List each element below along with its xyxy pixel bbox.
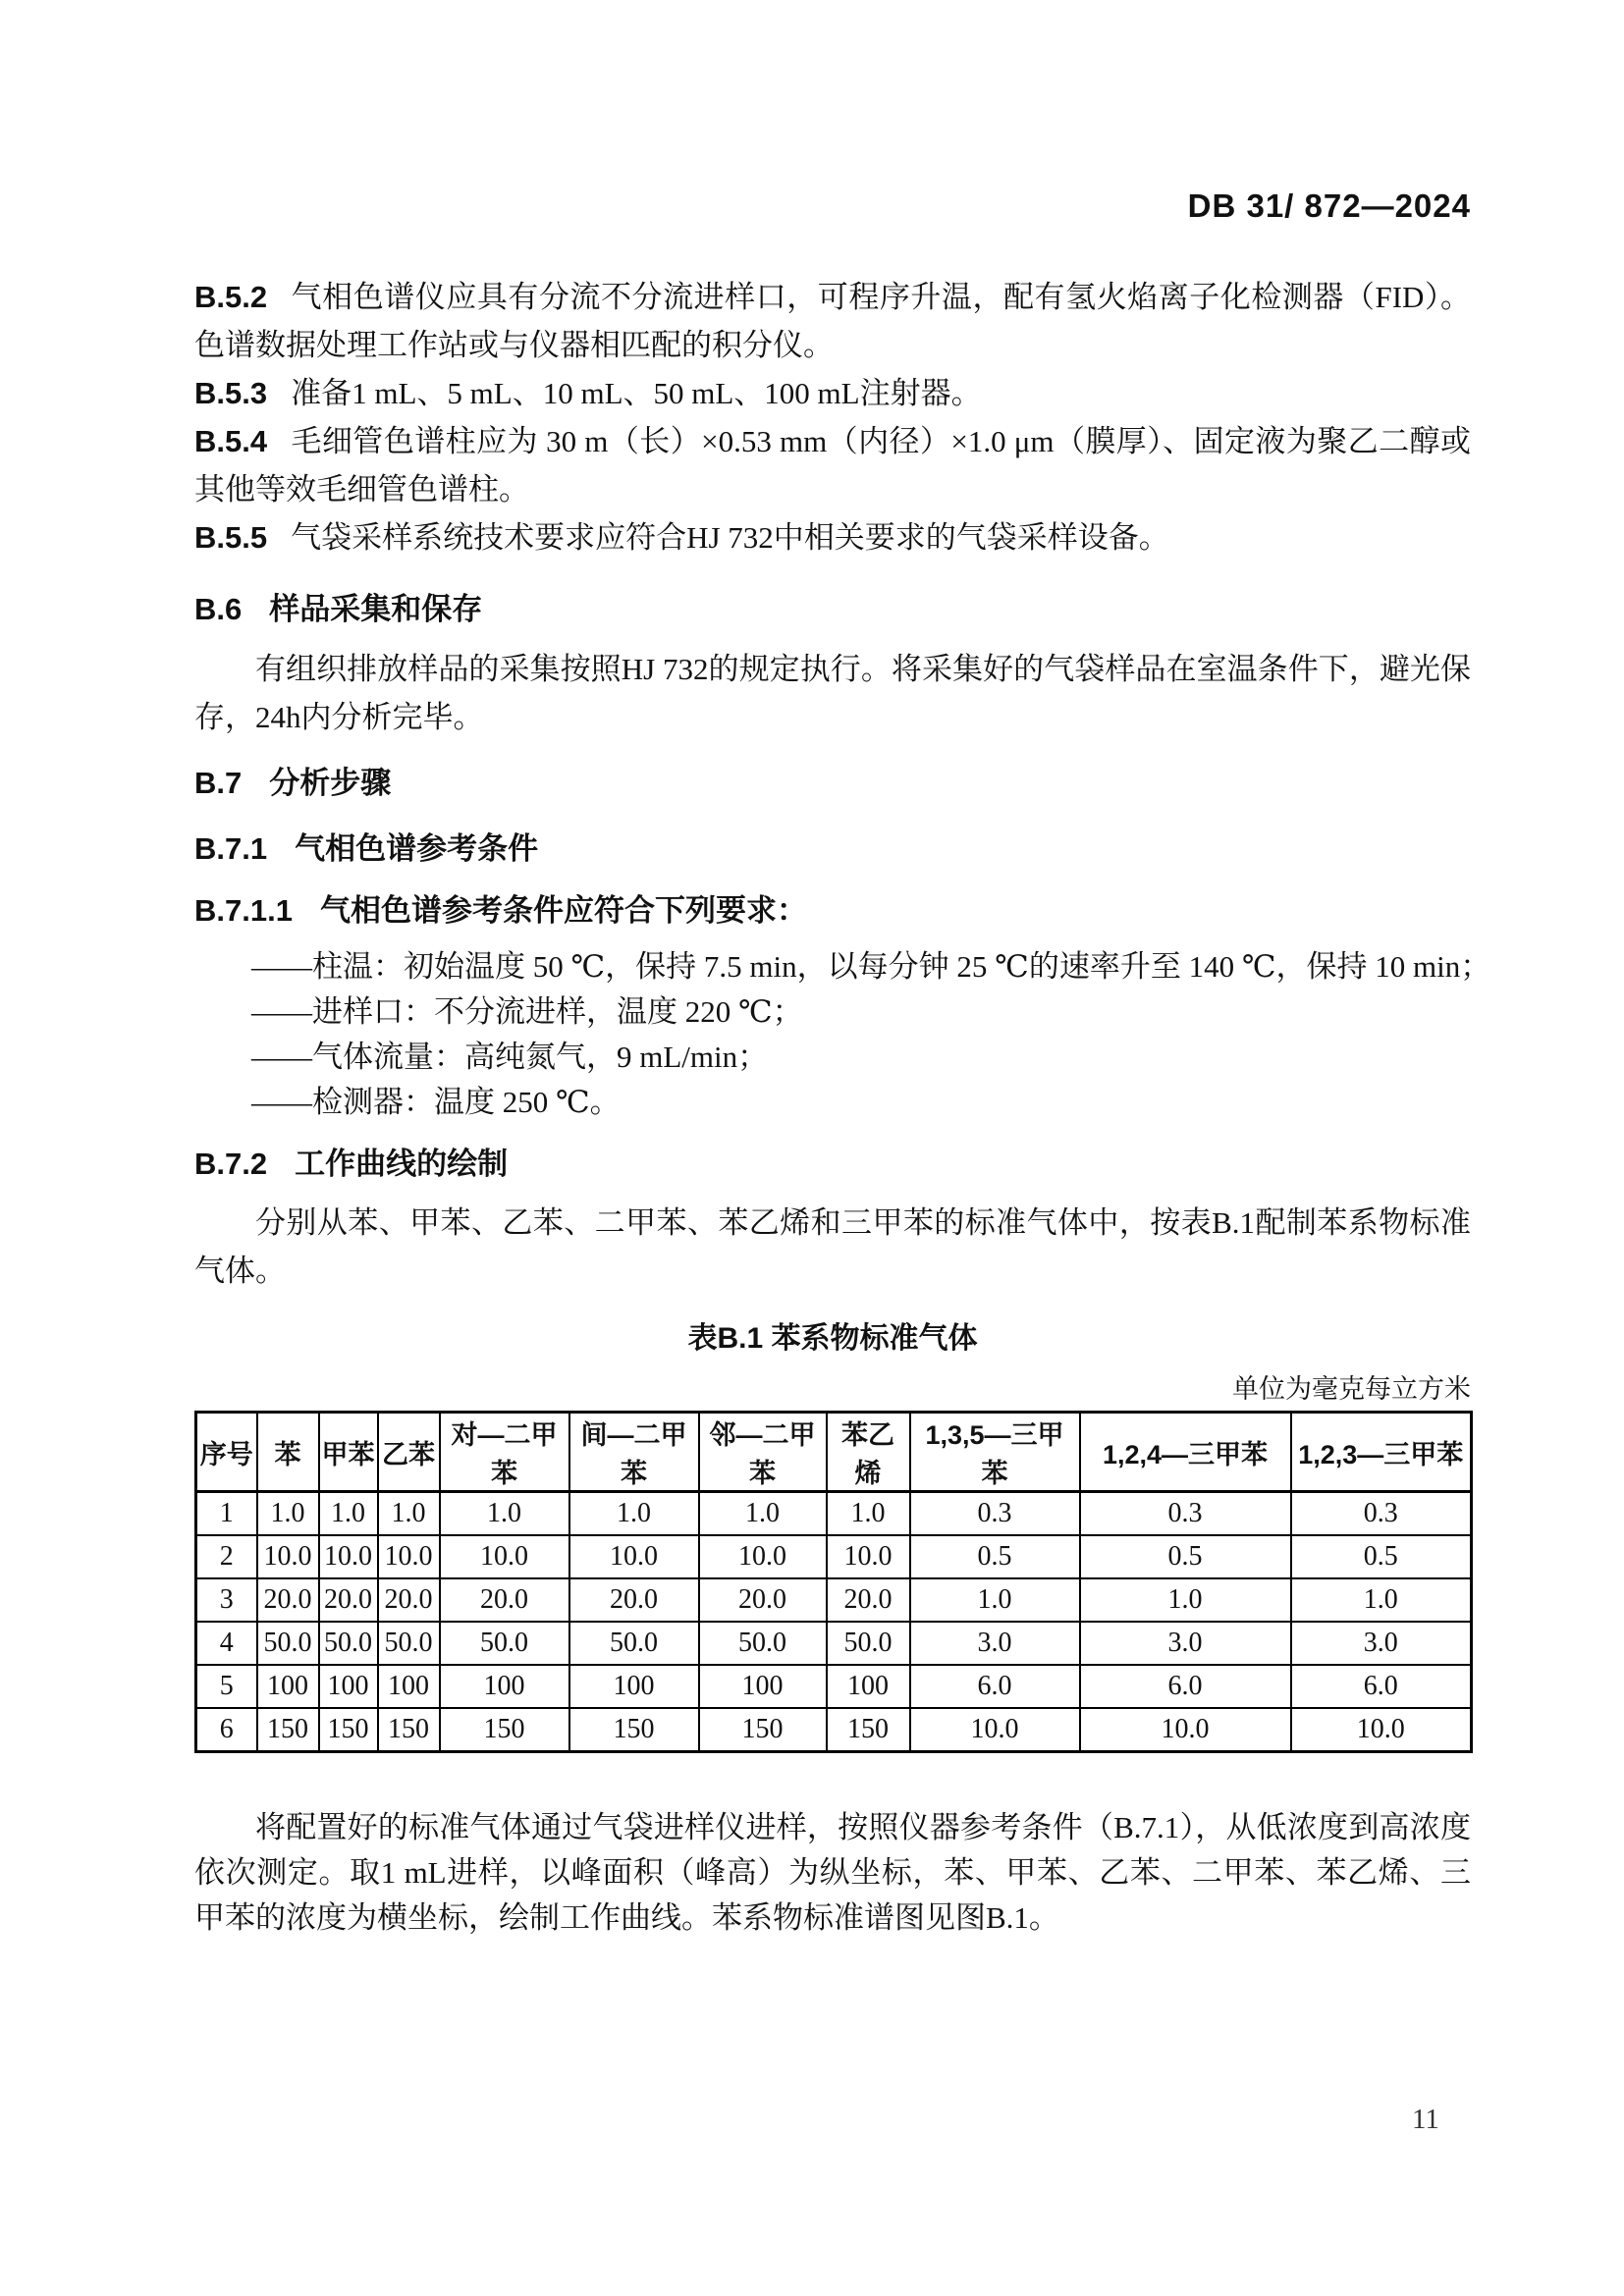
cell: 4 xyxy=(196,1622,257,1665)
gc-condition-gas-flow: ——气体流量：高纯氮气，9 mL/min； xyxy=(251,1040,769,1074)
clause-text: 准备1 mL、5 mL、10 mL、50 mL、100 mL注射器。 xyxy=(291,376,982,410)
cell: 6 xyxy=(196,1708,257,1752)
table-row xyxy=(196,1708,1472,1752)
cell: 1.0 xyxy=(1291,1578,1472,1622)
cell: 1.0 xyxy=(319,1492,378,1536)
col-header: 对—二甲苯 xyxy=(440,1413,569,1492)
cell: 10.0 xyxy=(319,1535,378,1578)
page-number: 11 xyxy=(1412,2104,1439,2135)
clause-b5-2 xyxy=(194,273,1471,369)
col-header: 邻—二甲苯 xyxy=(699,1413,827,1492)
cell: 1.0 xyxy=(378,1492,440,1536)
col-header: 序号 xyxy=(196,1413,257,1492)
cell: 10.0 xyxy=(569,1535,699,1578)
table-row xyxy=(196,1492,1472,1536)
table-header-row xyxy=(196,1413,1472,1492)
cell: 100 xyxy=(378,1665,440,1708)
cell: 0.5 xyxy=(910,1535,1080,1578)
heading-title: 分析步骤 xyxy=(269,766,392,800)
cell: 0.3 xyxy=(1080,1492,1291,1536)
clause-b5-3 xyxy=(194,369,1471,417)
cell: 150 xyxy=(440,1708,569,1752)
cell: 150 xyxy=(257,1708,319,1752)
cell: 1.0 xyxy=(257,1492,319,1536)
cell: 1 xyxy=(196,1492,257,1536)
cell: 150 xyxy=(319,1708,378,1752)
cell: 50.0 xyxy=(319,1622,378,1665)
cell: 1.0 xyxy=(827,1492,910,1536)
gc-condition-column-temp: ——柱温：初始温度 50 ℃，保持 7.5 min，以每分钟 25 ℃的速率升至 140 ℃，保持 10 min； xyxy=(251,949,1491,984)
cell: 6.0 xyxy=(1080,1665,1291,1708)
heading-title: 气相色谱参考条件应符合下列要求： xyxy=(319,893,807,928)
col-header: 苯 xyxy=(257,1413,319,1492)
clause-number: B.5.4 xyxy=(194,424,268,458)
cell: 100 xyxy=(699,1665,827,1708)
cell: 10.0 xyxy=(440,1535,569,1578)
cell: 50.0 xyxy=(257,1622,319,1665)
cell: 10.0 xyxy=(378,1535,440,1578)
paragraph-b6: 有组织排放样品的采集按照HJ 732的规定执行。将采集好的气袋样品在室温条件下，避光保存，24h内分析完毕。 xyxy=(194,652,1471,734)
cell: 20.0 xyxy=(569,1578,699,1622)
cell: 100 xyxy=(569,1665,699,1708)
cell: 20.0 xyxy=(699,1578,827,1622)
cell: 10.0 xyxy=(1291,1708,1472,1752)
cell: 0.3 xyxy=(1291,1492,1472,1536)
heading-number: B.7.1 xyxy=(194,831,268,866)
gc-condition-inlet: ——进样口：不分流进样，温度 220 ℃； xyxy=(251,994,803,1029)
cell: 100 xyxy=(440,1665,569,1708)
cell: 10.0 xyxy=(910,1708,1080,1752)
heading-b7-1-1 xyxy=(194,886,1471,934)
clause-number: B.5.3 xyxy=(194,376,268,410)
col-header: 乙苯 xyxy=(378,1413,440,1492)
col-header: 间—二甲苯 xyxy=(569,1413,699,1492)
cell: 50.0 xyxy=(378,1622,440,1665)
cell: 1.0 xyxy=(910,1578,1080,1622)
cell: 150 xyxy=(699,1708,827,1752)
clause-b5-4 xyxy=(194,417,1471,513)
gc-conditions-list xyxy=(194,944,1491,1125)
cell: 1.0 xyxy=(569,1492,699,1536)
cell: 1.0 xyxy=(1080,1578,1291,1622)
col-header: 1,2,3—三甲苯 xyxy=(1291,1413,1472,1492)
cell: 50.0 xyxy=(569,1622,699,1665)
col-header: 1,3,5—三甲苯 xyxy=(910,1413,1080,1492)
table-b1 xyxy=(194,1411,1473,1753)
clause-text: 气袋采样系统技术要求应符合HJ 732中相关要求的气袋采样设备。 xyxy=(291,520,1169,555)
cell: 100 xyxy=(257,1665,319,1708)
table-row xyxy=(196,1622,1472,1665)
cell: 20.0 xyxy=(257,1578,319,1622)
col-header: 苯乙烯 xyxy=(827,1413,910,1492)
cell: 20.0 xyxy=(319,1578,378,1622)
cell: 5 xyxy=(196,1665,257,1708)
heading-title: 样品采集和保存 xyxy=(269,592,483,626)
closing-paragraph: 将配置好的标准气体通过气袋进样仪进样，按照仪器参考条件（B.7.1），从低浓度到高浓度依次测定。取1 mL进样，以峰面积（峰高）为纵坐标，苯、甲苯、乙苯、二甲苯、苯乙烯、三甲苯的浓度为横坐标，绘制工作曲线。苯系物标准谱图见图B.1。 xyxy=(194,1810,1471,1935)
cell: 100 xyxy=(319,1665,378,1708)
table-unit-note: 单位为毫克每立方米 xyxy=(1232,1374,1471,1404)
cell: 1.0 xyxy=(699,1492,827,1536)
heading-number: B.7 xyxy=(194,766,243,800)
cell: 3 xyxy=(196,1578,257,1622)
cell: 50.0 xyxy=(440,1622,569,1665)
heading-title: 气相色谱参考条件 xyxy=(295,831,539,866)
cell: 3.0 xyxy=(910,1622,1080,1665)
cell: 2 xyxy=(196,1535,257,1578)
table-row xyxy=(196,1578,1472,1622)
heading-b7-2 xyxy=(194,1140,1471,1188)
doc-number-header: DB 31/ 872—2024 xyxy=(1187,187,1471,224)
heading-number: B.7.2 xyxy=(194,1147,268,1181)
heading-number: B.6 xyxy=(194,592,243,626)
clause-text: 毛细管色谱柱应为 30 m（长）×0.53 mm（内径）×1.0 μm（膜厚）、固定液为聚乙二醇或其他等效毛细管色谱柱。 xyxy=(194,424,1471,507)
clause-text: 气相色谱仪应具有分流不分流进样口，可程序升温，配有氢火焰离子化检测器（FID）。色谱数据处理工作站或与仪器相匹配的积分仪。 xyxy=(194,280,1471,362)
col-header: 1,2,4—三甲苯 xyxy=(1080,1413,1291,1492)
cell: 100 xyxy=(827,1665,910,1708)
clause-b5-5 xyxy=(194,513,1471,561)
cell: 20.0 xyxy=(827,1578,910,1622)
cell: 10.0 xyxy=(257,1535,319,1578)
table-b1-title: 表B.1 苯系物标准气体 xyxy=(687,1322,978,1355)
table-row xyxy=(196,1535,1472,1578)
page-content xyxy=(194,0,1491,1941)
cell: 3.0 xyxy=(1080,1622,1291,1665)
cell: 1.0 xyxy=(440,1492,569,1536)
cell: 20.0 xyxy=(378,1578,440,1622)
cell: 150 xyxy=(827,1708,910,1752)
gc-condition-detector: ——检测器：温度 250 ℃。 xyxy=(251,1085,621,1119)
cell: 20.0 xyxy=(440,1578,569,1622)
cell: 10.0 xyxy=(827,1535,910,1578)
cell: 150 xyxy=(378,1708,440,1752)
cell: 0.3 xyxy=(910,1492,1080,1536)
heading-title: 工作曲线的绘制 xyxy=(295,1147,509,1181)
cell: 0.5 xyxy=(1080,1535,1291,1578)
clause-number: B.5.2 xyxy=(194,280,268,314)
col-header: 甲苯 xyxy=(319,1413,378,1492)
cell: 150 xyxy=(569,1708,699,1752)
heading-b6 xyxy=(194,585,1471,633)
cell: 6.0 xyxy=(1291,1665,1472,1708)
cell: 6.0 xyxy=(910,1665,1080,1708)
cell: 0.5 xyxy=(1291,1535,1472,1578)
heading-b7-1 xyxy=(194,825,1471,873)
heading-number: B.7.1.1 xyxy=(194,893,293,928)
paragraph-b7-2: 分别从苯、甲苯、乙苯、二甲苯、苯乙烯和三甲苯的标准气体中，按表B.1配制苯系物标准气体。 xyxy=(194,1205,1471,1288)
heading-b7 xyxy=(194,759,1471,807)
cell: 10.0 xyxy=(1080,1708,1291,1752)
cell: 50.0 xyxy=(699,1622,827,1665)
cell: 50.0 xyxy=(827,1622,910,1665)
cell: 10.0 xyxy=(699,1535,827,1578)
clause-number: B.5.5 xyxy=(194,520,268,555)
table-row xyxy=(196,1665,1472,1708)
cell: 3.0 xyxy=(1291,1622,1472,1665)
